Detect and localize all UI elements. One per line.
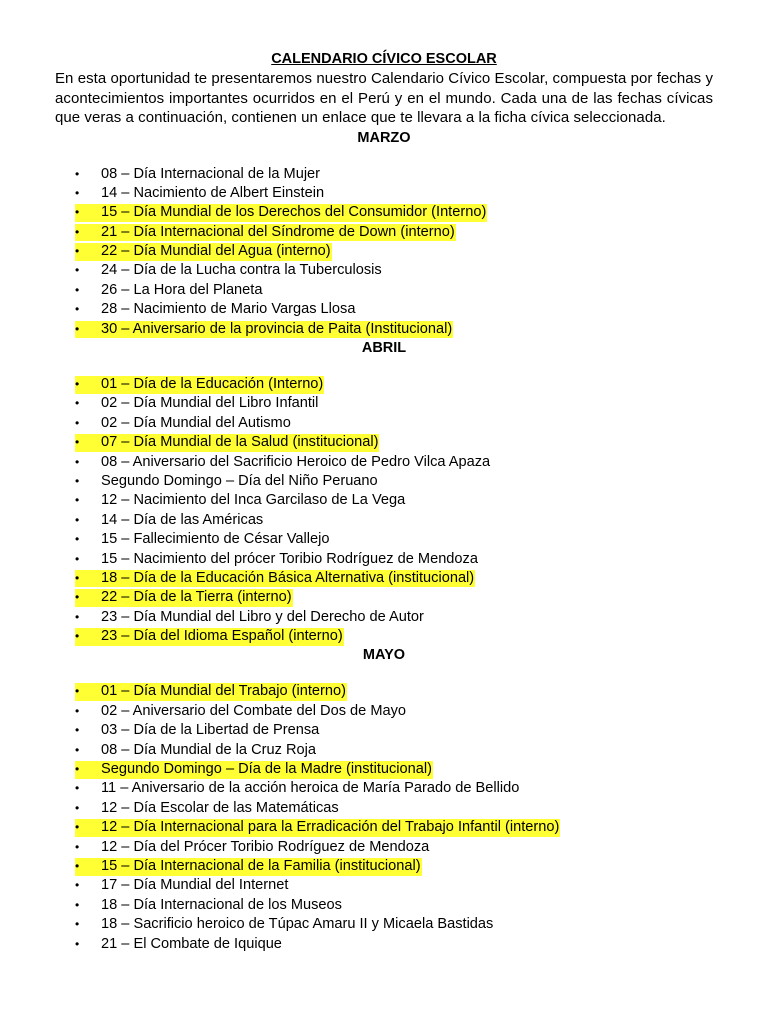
- event-item-highlighted[interactable]: [55, 320, 713, 339]
- bullet-icon: •: [75, 878, 80, 893]
- event-item[interactable]: [55, 935, 713, 954]
- event-text[interactable]: 15 – Día Internacional de la Familia (institucional): [101, 858, 421, 874]
- event-item-highlighted[interactable]: [55, 242, 713, 261]
- bullet-icon: •: [75, 859, 80, 873]
- event-text[interactable]: 18 – Día Internacional de los Museos: [101, 896, 342, 913]
- month-heading-marzo: MARZO: [357, 129, 411, 146]
- bullet-icon: •: [75, 820, 80, 835]
- bullet-icon: •: [75, 473, 80, 488]
- bullet-icon: •: [75, 512, 80, 527]
- month-heading-mayo: MAYO: [362, 647, 406, 664]
- event-text[interactable]: 15 – Fallecimiento de César Vallejo: [101, 531, 330, 548]
- event-item[interactable]: [55, 530, 713, 549]
- event-text[interactable]: 23 – Día del Idioma Español (interno): [101, 628, 343, 645]
- bullet-icon: •: [75, 551, 80, 566]
- event-item[interactable]: [55, 453, 713, 472]
- bullet-icon: •: [75, 454, 80, 469]
- event-item[interactable]: [55, 414, 713, 433]
- bullet-icon: •: [75, 435, 80, 450]
- bullet-icon: •: [75, 570, 80, 585]
- bullet-icon: •: [75, 839, 80, 854]
- event-text[interactable]: 18 – Sacrificio heroico de Túpac Amaru II y Micaela Bastidas: [101, 916, 494, 933]
- event-text[interactable]: 12 – Día Escolar de las Matemáticas: [101, 799, 339, 816]
- event-item-highlighted[interactable]: [55, 433, 713, 452]
- bullet-icon: •: [75, 684, 80, 699]
- event-text[interactable]: 01 – Día de la Educación (Interno): [101, 376, 324, 393]
- event-text[interactable]: 15 – Nacimiento del prócer Toribio Rodríguez de Mendoza: [101, 550, 478, 567]
- event-text[interactable]: 12 – Nacimiento del Inca Garcilaso de La Vega: [101, 492, 406, 509]
- bullet-icon: •: [75, 590, 80, 605]
- bullet-icon: •: [75, 493, 80, 508]
- event-text[interactable]: 02 – Día Mundial del Libro Infantil: [101, 395, 319, 412]
- month-section-mayo: [55, 646, 713, 953]
- event-item[interactable]: [55, 281, 713, 300]
- event-list-abril: [55, 375, 713, 646]
- event-text[interactable]: 01 – Día Mundial del Trabajo (interno): [101, 683, 346, 700]
- event-text[interactable]: 12 – Día Internacional para la Erradicación del Trabajo Infantil (interno): [101, 819, 560, 836]
- event-text[interactable]: 08 – Día Internacional de la Mujer: [101, 165, 321, 182]
- bullet-icon: •: [75, 917, 80, 932]
- event-text[interactable]: 08 – Día Mundial de la Cruz Roja: [101, 741, 316, 758]
- bullet-icon: •: [75, 263, 80, 278]
- event-item-highlighted[interactable]: [55, 375, 713, 394]
- blank-line: [55, 665, 713, 682]
- event-item[interactable]: [55, 300, 713, 319]
- event-text[interactable]: 22 – Día de la Tierra (interno): [101, 589, 292, 606]
- bullet-icon: •: [75, 703, 80, 718]
- event-item-highlighted[interactable]: [55, 203, 713, 222]
- event-text[interactable]: 03 – Día de la Libertad de Prensa: [101, 722, 320, 739]
- event-item-highlighted[interactable]: [55, 223, 713, 242]
- bullet-icon: •: [75, 377, 80, 392]
- bullet-icon: •: [75, 396, 80, 411]
- event-item[interactable]: [55, 876, 713, 895]
- month-heading-abril: ABRIL: [361, 340, 407, 357]
- event-text[interactable]: 14 – Día de las Américas: [101, 511, 264, 528]
- event-text[interactable]: 11 – Aniversario de la acción heroica de María Parado de Bellido: [101, 780, 520, 797]
- intro-paragraph: En esta oportunidad te presentaremos nuestro Calendario Cívico Escolar, compuesta por fechas y acontecimientos importantes ocurridos en el Perú y en el mundo. Cada una de las fechas cívicas que veras a continuación, contienen un enlace que te llevara a la ficha cívica seleccionada.: [55, 70, 713, 126]
- bullet-icon: •: [75, 224, 80, 239]
- bullet-icon: •: [75, 185, 80, 200]
- event-text[interactable]: 23 – Día Mundial del Libro y del Derecho de Autor: [101, 608, 424, 625]
- event-text[interactable]: 14 – Nacimiento de Albert Einstein: [101, 184, 325, 201]
- event-text[interactable]: 15 – Día Mundial de los Derechos del Consumidor (Interno): [101, 204, 487, 221]
- event-item-highlighted[interactable]: [55, 818, 713, 837]
- event-item[interactable]: [55, 838, 713, 857]
- event-text[interactable]: 08 – Aniversario del Sacrificio Heroico de Pedro Vilca Apaza: [101, 453, 491, 470]
- bullet-icon: •: [75, 244, 80, 259]
- bullet-icon: •: [75, 532, 80, 547]
- bullet-icon: •: [75, 629, 80, 644]
- month-section-marzo: [55, 129, 713, 340]
- month-section-abril: [55, 339, 713, 646]
- event-text[interactable]: Segundo Domingo – Día del Niño Peruano: [101, 472, 378, 489]
- bullet-icon: •: [75, 609, 80, 624]
- event-item-highlighted[interactable]: [55, 569, 713, 588]
- event-item[interactable]: [55, 779, 713, 798]
- event-item[interactable]: [55, 915, 713, 934]
- event-text[interactable]: 30 – Aniversario de la provincia de Paita (Institucional): [101, 320, 453, 337]
- event-text[interactable]: 21 – El Combate de Iquique: [101, 935, 282, 952]
- bullet-icon: •: [75, 282, 80, 297]
- event-item[interactable]: [55, 608, 713, 627]
- event-item[interactable]: [55, 472, 713, 491]
- bullet-icon: •: [75, 936, 80, 951]
- event-text[interactable]: 26 – La Hora del Planeta: [101, 281, 263, 298]
- event-item-highlighted[interactable]: [55, 588, 713, 607]
- event-item[interactable]: [55, 799, 713, 818]
- event-text[interactable]: 12 – Día del Prócer Toribio Rodríguez de Mendoza: [101, 838, 430, 855]
- event-text[interactable]: 02 – Aniversario del Combate del Dos de Mayo: [101, 702, 407, 719]
- event-text[interactable]: 17 – Día Mundial del Internet: [101, 877, 289, 894]
- event-text[interactable]: 02 – Día Mundial del Autismo: [101, 414, 291, 431]
- bullet-icon: •: [75, 205, 80, 220]
- bullet-icon: •: [75, 800, 80, 815]
- event-item[interactable]: [55, 184, 713, 203]
- event-text[interactable]: 28 – Nacimiento de Mario Vargas Llosa: [101, 301, 356, 318]
- event-item-highlighted[interactable]: [55, 682, 713, 701]
- bullet-icon: •: [75, 302, 80, 317]
- event-item[interactable]: [55, 721, 713, 740]
- event-list-marzo: [55, 165, 713, 340]
- bullet-icon: •: [75, 897, 80, 912]
- event-item[interactable]: [55, 896, 713, 915]
- bullet-icon: •: [75, 742, 80, 757]
- event-item[interactable]: [55, 702, 713, 721]
- bullet-icon: •: [75, 321, 80, 336]
- event-item[interactable]: [55, 550, 713, 569]
- event-item[interactable]: [55, 261, 713, 280]
- document-title: CALENDARIO CÍVICO ESCOLAR: [271, 51, 497, 67]
- event-item[interactable]: [55, 511, 713, 530]
- event-list-mayo: [55, 682, 713, 953]
- event-text[interactable]: 07 – Día Mundial de la Salud (institucional): [101, 434, 379, 451]
- event-text[interactable]: 21 – Día Internacional del Síndrome de Down (interno): [101, 223, 455, 240]
- bullet-icon: •: [75, 723, 80, 738]
- event-item[interactable]: [55, 741, 713, 760]
- event-item[interactable]: [55, 165, 713, 184]
- event-item[interactable]: [55, 394, 713, 413]
- bullet-icon: •: [75, 166, 80, 181]
- event-text[interactable]: 22 – Día Mundial del Agua (interno): [101, 243, 331, 260]
- blank-line: [55, 358, 713, 375]
- event-item-highlighted[interactable]: [55, 627, 713, 646]
- event-item-highlighted[interactable]: [55, 760, 713, 779]
- event-text[interactable]: 24 – Día de la Lucha contra la Tuberculosis: [101, 262, 382, 279]
- event-item-highlighted[interactable]: [55, 857, 713, 876]
- event-text[interactable]: Segundo Domingo – Día de la Madre (institucional): [101, 761, 432, 778]
- blank-line: [55, 148, 713, 165]
- bullet-icon: •: [75, 781, 80, 796]
- bullet-icon: •: [75, 762, 80, 777]
- bullet-icon: •: [75, 415, 80, 430]
- event-text[interactable]: 18 – Día de la Educación Básica Alternativa (institucional): [101, 569, 475, 586]
- event-item[interactable]: [55, 491, 713, 510]
- document-page: [55, 50, 713, 954]
